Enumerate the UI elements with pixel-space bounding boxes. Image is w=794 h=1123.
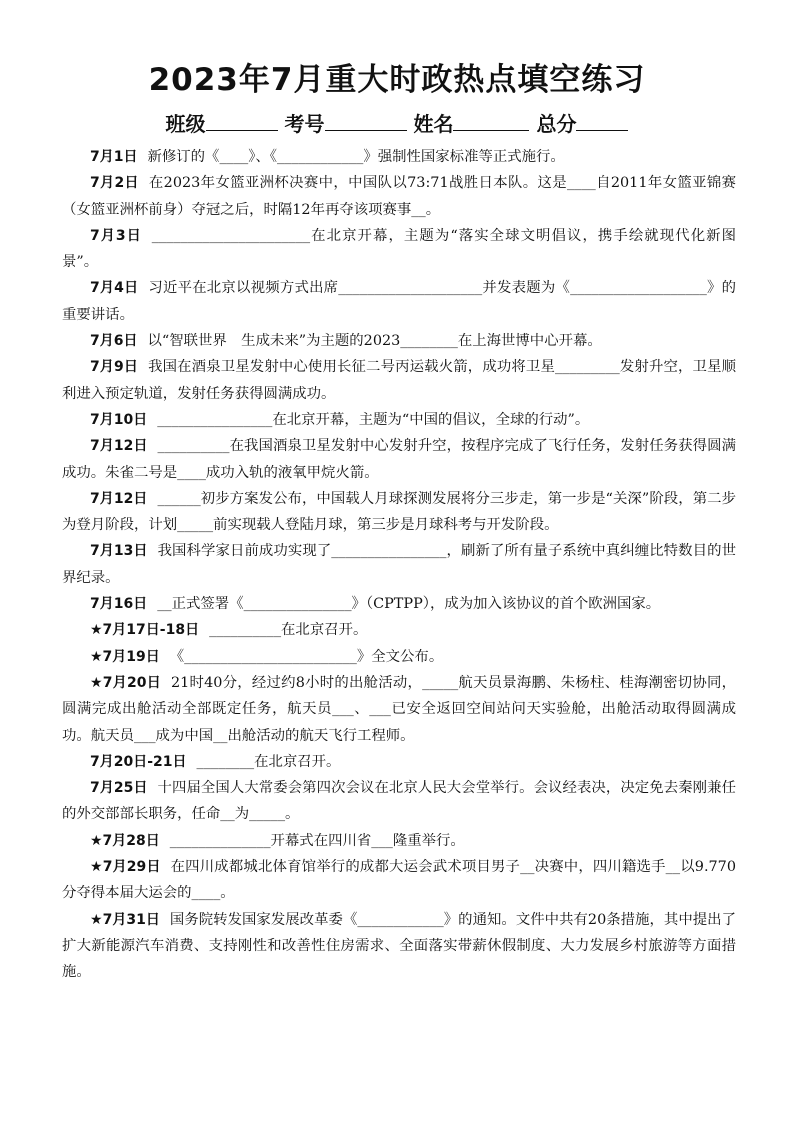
question-item	[62, 275, 736, 328]
page-title: 2023年7月重大时政热点填空练习	[148, 62, 646, 98]
class-label: 班级	[165, 112, 206, 136]
question-date: 7月1日	[90, 149, 138, 165]
question-date: 7月12日	[90, 438, 148, 455]
question-text: 我国科学家日前成功实现了________________，刷新了所有量子系统中真纠缠比特数目的世界纪录。	[62, 543, 736, 586]
question-item	[62, 617, 736, 643]
name-label: 姓名	[413, 112, 454, 136]
question-item	[62, 775, 736, 828]
question-date: 7月12日	[90, 490, 148, 507]
question-date: ★7月19日	[90, 648, 160, 665]
name-blank	[453, 108, 529, 131]
question-text: 《________________________》全文公布。	[169, 648, 444, 665]
class-blank	[206, 108, 278, 131]
question-text: ________________在北京开幕，主题为“中国的倡议，全球的行动”。	[157, 411, 590, 428]
question-text: __正式签署《_______________》（CPTPP），成为加入该协议的首个欧洲国家。	[157, 596, 661, 613]
question-item	[62, 538, 736, 591]
question-date: 7月6日	[90, 333, 138, 350]
question-date: 7月4日	[90, 280, 139, 297]
question-text: 以“智联世界 生成未来”为主题的2023________在上海世博中心开幕。	[147, 333, 602, 350]
question-text: 习近平在北京以视频方式出席____________________并发表题为《___________________》的重要讲话。	[62, 280, 736, 323]
question-item	[62, 170, 736, 223]
score-label: 总分	[536, 112, 577, 136]
question-item	[62, 591, 736, 617]
question-text: 在2023年女篮亚洲杯决赛中，中国队以73:71战胜日本队。这是____自2011年女篮亚锦赛（女篮亚洲杯前身）夺冠之后，时隔12年再夺该项赛事__。	[62, 175, 736, 218]
question-date: ★7月17日-18日	[90, 622, 200, 639]
question-item	[62, 433, 736, 486]
question-text: 21时40分，经过约8小时的出舱活动，_____航天员景海鹏、朱杨柱、桂海潮密切协同，圆满完成出舱活动全部既定任务，航天员___、___已安全返回空间站问天实验舱，出舱活动取得圆满成功。航天员___成为中国__出舱活动的航天飞行工程师。	[62, 674, 736, 744]
question-text: ______________________在北京开幕，主题为“落实全球文明倡议，携手绘就现代化新图景”。	[62, 227, 737, 271]
question-item	[62, 354, 736, 407]
question-date: 7月2日	[90, 175, 139, 192]
question-text: __________在我国酒泉卫星发射中心发射升空，按程序完成了飞行任务，发射任务获得圆满成功。朱雀二号是____成功入轨的液氧甲烷火箭。	[62, 438, 736, 481]
question-text: 我国在酒泉卫星发射中心使用长征二号丙运载火箭，成功将卫星_________发射升空，卫星顺利进入预定轨道，发射任务获得圆满成功。	[62, 359, 737, 402]
question-item	[62, 854, 736, 907]
question-item	[62, 144, 736, 170]
question-item	[62, 407, 736, 433]
question-text: ______________开幕式在四川省___隆重举行。	[169, 832, 465, 849]
question-date: 7月3日	[90, 227, 142, 244]
question-text: 在四川成都城北体育馆举行的成都大运会武术项目男子__决赛中，四川籍选手__以9.770分夺得本届大运会的____。	[62, 859, 736, 902]
question-date: 7月10日	[90, 411, 148, 428]
question-date: ★7月28日	[90, 832, 160, 849]
exam-no-label: 考号	[284, 112, 325, 136]
question-text: 国务院转发国家发展改革委《____________》的通知。文件中共有20条措施，其中提出了扩大新能源汽车消费、支持刚性和改善性住房需求、全面落实带薪休假制度、大力发展乡村旅游等方面措施。	[62, 911, 736, 981]
question-date: 7月9日	[90, 359, 139, 376]
question-text: __________在北京召开。	[209, 622, 368, 639]
question-date: ★7月20日	[90, 674, 161, 691]
question-item	[62, 223, 736, 276]
question-date: 7月20日-21日	[90, 753, 187, 770]
question-item	[62, 828, 736, 854]
question-date: 7月13日	[90, 543, 148, 560]
question-text: 十四届全国人大常委会第四次会议在北京人民大会堂举行。会议经表决，决定免去秦刚兼任的外交部部长职务，任命__为_____。	[62, 780, 736, 823]
question-text: ________在北京召开。	[196, 753, 341, 770]
student-info-line	[0, 108, 794, 139]
question-item	[62, 328, 736, 354]
question-item	[62, 644, 736, 670]
question-item	[62, 749, 736, 775]
question-item	[62, 670, 736, 749]
question-date: ★7月29日	[90, 859, 161, 876]
question-date: 7月25日	[90, 780, 148, 797]
question-text: 新修订的《____》、《____________》强制性国家标准等正式施行。	[147, 149, 565, 165]
exam-no-blank	[325, 108, 407, 131]
score-blank	[576, 108, 628, 131]
question-date: ★7月31日	[90, 911, 160, 928]
question-date: 7月16日	[90, 596, 148, 613]
question-item	[62, 486, 736, 539]
question-list	[62, 144, 736, 986]
question-item	[62, 907, 736, 986]
question-text: ______初步方案发公布，中国载人月球探测发展将分三步走，第一步是“关深”阶段，第二步为登月阶段，计划_____前实现载人登陆月球，第三步是月球科考与开发阶段。	[62, 490, 736, 534]
